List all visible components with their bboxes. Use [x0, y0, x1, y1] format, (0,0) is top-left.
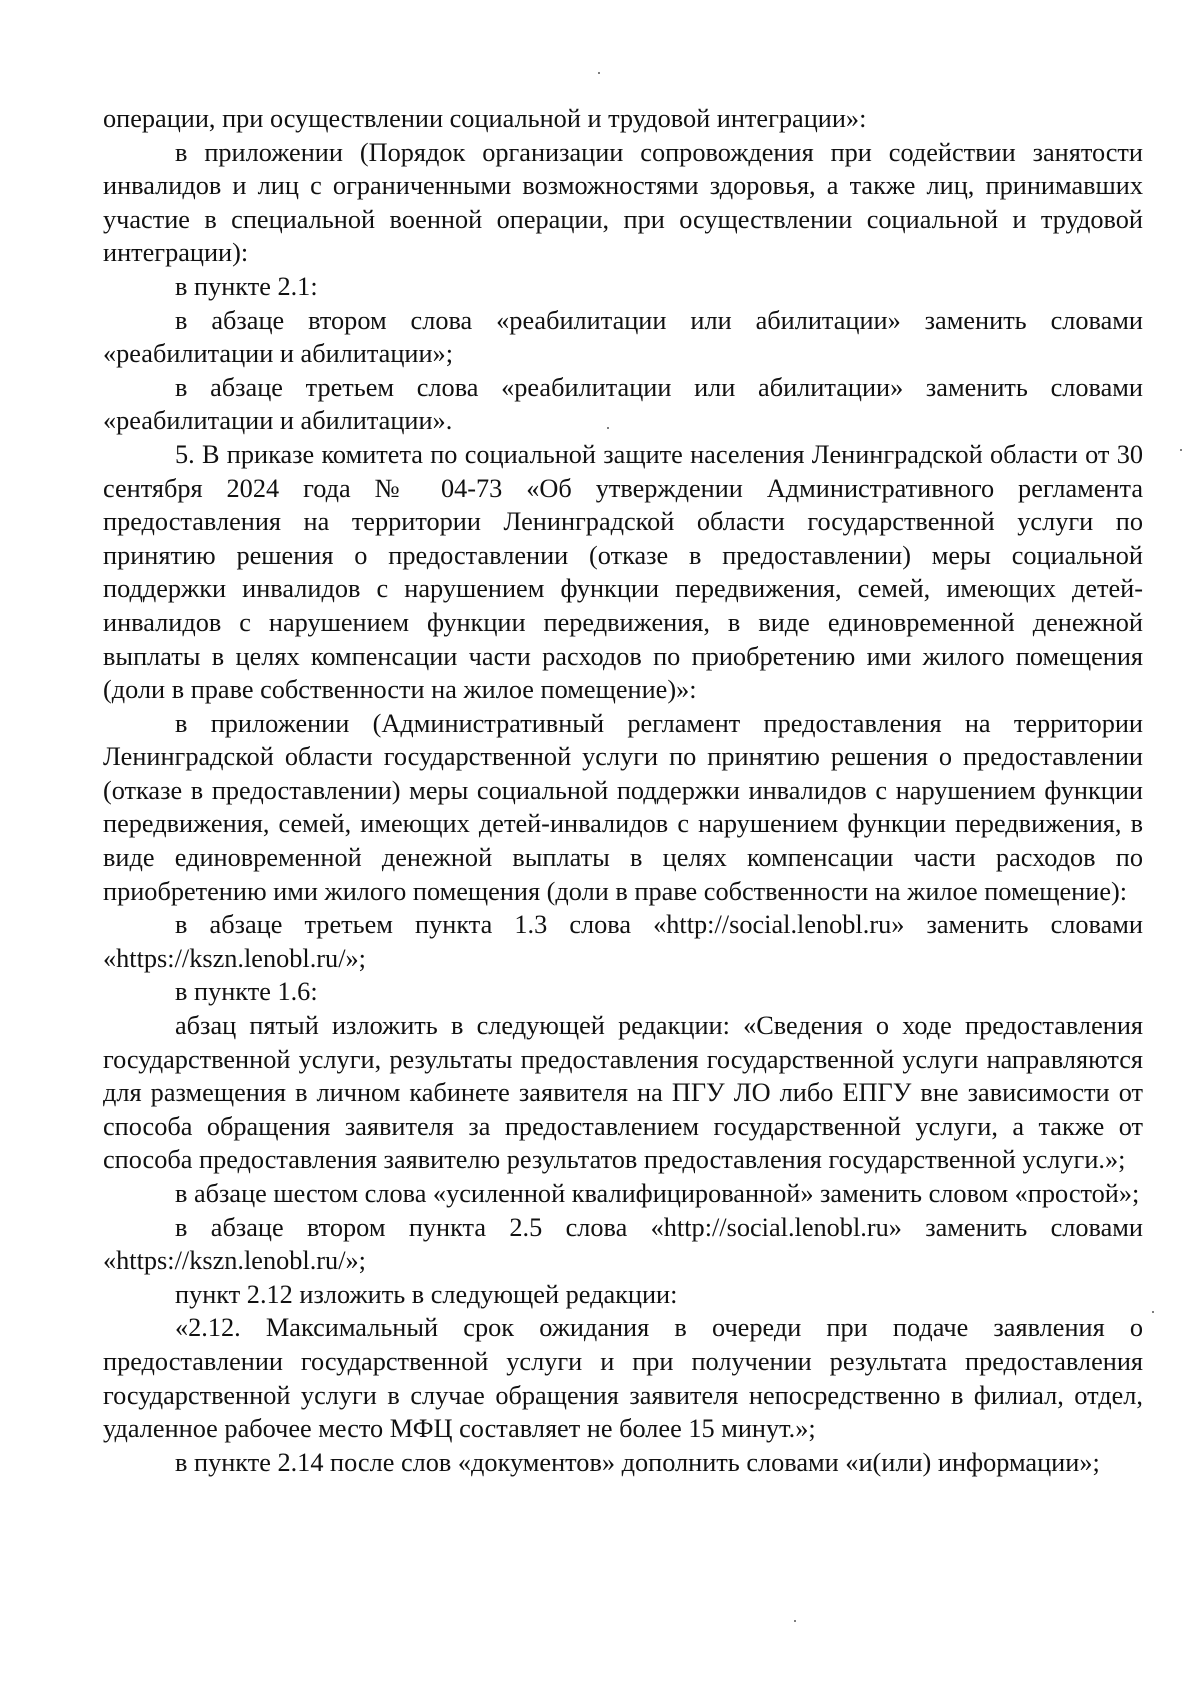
document-body — [103, 102, 1143, 1479]
paragraph-point-1-3: в абзаце третьем пункта 1.3 слова «http://social.lenobl.ru» заменить словами «https://kszn.lenobl.ru/»; — [103, 910, 1143, 973]
paragraph-fifth-abzac: абзац пятый изложить в следующей редакции: «Сведения о ходе предоставления государственной услуги, результаты предоставления государственной услуги направляются для размещения в личном кабинете заявителя на ПГУ ЛО либо ЕПГУ вне зависимости от способа обращения заявителя за предоставлением государственной услуги, а также от способа предоставления заявителю результатов предоставления государственной услуги.»; — [103, 1011, 1143, 1175]
paragraph-point-2-12-text: «2.12. Максимальный срок ожидания в очереди при подаче заявления о предоставлении государственной услуги и при получении результата предоставления государственной услуги в случае обращения заявителя непосредственно в филиал, отдел, удаленное рабочее место МФЦ составляет не более 15 минут.»; — [103, 1313, 1143, 1444]
scan-speck — [598, 72, 600, 74]
paragraph-point-2-1: в пункте 2.1: — [175, 271, 318, 301]
paragraph-sixth-abzac: в абзаце шестом слова «усиленной квалифицированной» заменить словом «простой»; — [175, 1179, 1140, 1208]
scan-speck — [794, 1620, 796, 1622]
paragraph-third-abzac: в абзаце третьем слова «реабилитации или абилитации» заменить словами «реабилитации и абилитации». — [103, 372, 1143, 436]
paragraph-point-2-5: в абзаце втором пункта 2.5 слова «http://social.lenobl.ru» заменить словами «https://kszn.lenobl.ru/»; — [103, 1212, 1143, 1276]
paragraph-continuation: операции, при осуществлении социальной и трудовой интеграции»: — [103, 104, 867, 133]
paragraph-item-5: 5. В приказе комитета по социальной защите населения Ленинградской области от 30 сентября 2024 года № 04-73 «Об утверждении Административного регламента предоставления на территории Ленинградской области государственной услуги по принятию решения о предоставлении (отказе в предоставлении) меры социальной поддержки инвалидов с нарушением функции передвижения, семей, имеющих детей-инвалидов с нарушением функции передвижения, в виде единовременной денежной выплаты в целях компенсации части расходов по приобретению ими жилого помещения (доли в праве собственности на жилое помещение)»: — [103, 439, 1143, 705]
paragraph-point-1-6: в пункте 1.6: — [175, 977, 318, 1007]
paragraph-point-2-12-intro: пункт 2.12 изложить в следующей редакции: — [175, 1279, 678, 1309]
paragraph-point-2-14: в пункте 2.14 после слов «документов» дополнить словами «и(или) информации»; — [175, 1447, 1100, 1477]
scan-speck — [1180, 449, 1182, 451]
scan-speck — [607, 427, 609, 429]
scan-speck — [1152, 1311, 1154, 1313]
paragraph-second-abzac: в абзаце втором слова «реабилитации или абилитации» заменить словами «реабилитации и абилитации»; — [103, 305, 1143, 369]
paragraph-appendix-order: в приложении (Порядок организации сопровождения при содействии занятости инвалидов и лиц с ограниченными возможностями здоровья, а также лиц, принимавших участие в специальной военной операции, при осуществлении социальной и трудовой интеграции): — [103, 137, 1143, 268]
paragraph-appendix-regulation: в приложении (Административный регламент предоставления на территории Ленинградской области государственной услуги по принятию решения о предоставлении (отказе в предоставлении) меры социальной поддержки инвалидов с нарушением функции передвижения, семей, имеющих детей-инвалидов с нарушением функции передвижения, в виде единовременной денежной выплаты в целях компенсации части расходов по приобретению ими жилого помещения (доли в праве собственности на жилое помещение): — [103, 708, 1143, 906]
